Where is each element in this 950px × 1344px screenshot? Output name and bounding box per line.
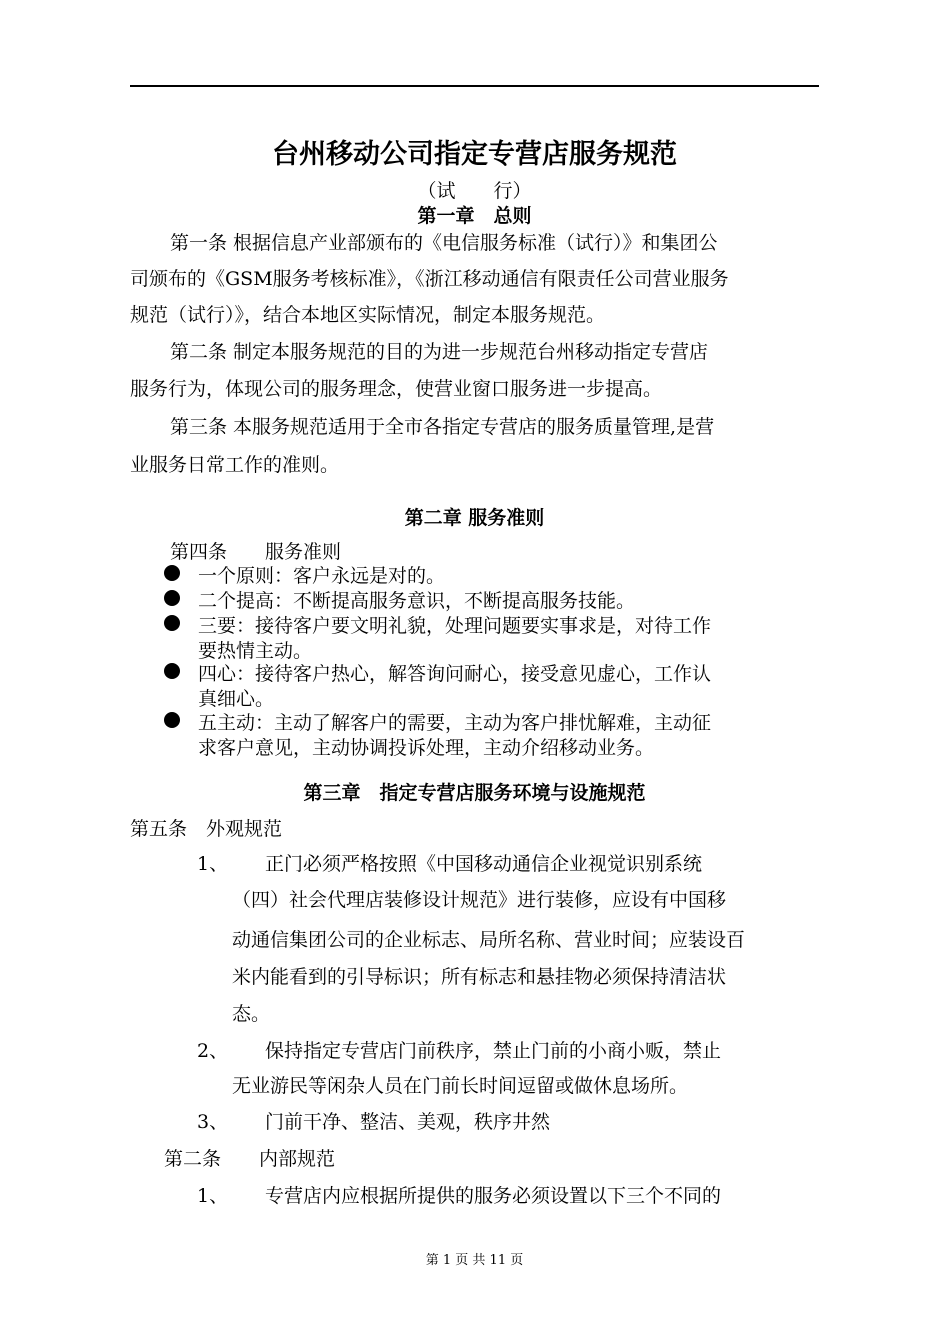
bullet-icon	[164, 663, 180, 679]
header-rule	[130, 85, 819, 87]
item-number: 1、	[197, 1185, 229, 1207]
item-number: 3、	[197, 1111, 229, 1133]
item-line: 态。	[232, 1003, 271, 1025]
article-6-heading: 第二条 内部规范	[164, 1148, 336, 1170]
chapter-3-heading: 第三章 指定专营店服务环境与设施规范	[303, 782, 646, 804]
page-footer: 第 1 页 共 11 页	[425, 1253, 524, 1268]
item-line: 正门必须严格按照《中国移动通信企业视觉识别系统	[265, 853, 703, 875]
bullet-icon	[164, 565, 180, 581]
item-line: 动通信集团公司的企业标志、局所名称、营业时间；应装设百	[232, 929, 746, 951]
item-line: 无业游民等闲杂人员在门前长时间逗留或做休息场所。	[232, 1075, 689, 1097]
article-1-line: 司颁布的《GSM服务考核标准》，《浙江移动通信有限责任公司营业服务	[130, 268, 729, 290]
doc-subtitle: （试 行）	[417, 180, 532, 202]
article-1-line: 规范（试行）》，结合本地区实际情况，制定本服务规范。	[130, 304, 606, 326]
doc-title: 台州移动公司指定专营店服务规范	[272, 139, 677, 170]
bullet-item: 三要：接待客户要文明礼貌，处理问题要实事求是，对待工作	[198, 615, 712, 637]
article-2-line: 第二条 制定本服务规范的目的为进一步规范台州移动指定专营店	[170, 341, 709, 363]
bullet-icon	[164, 590, 180, 606]
article-1-line: 第一条 根据信息产业部颁布的《电信服务标准（试行）》和集团公	[170, 232, 718, 254]
item-line: 米内能看到的引导标识；所有标志和悬挂物必须保持清洁状	[232, 966, 727, 988]
bullet-item-cont: 要热情主动。	[198, 640, 313, 662]
bullet-item-cont: 求客户意见，主动协调投诉处理，主动介绍移动业务。	[198, 737, 655, 759]
bullet-icon	[164, 615, 180, 631]
item-line: 门前干净、整洁、美观，秩序井然	[265, 1111, 551, 1133]
bullet-item-cont: 真细心。	[198, 688, 275, 710]
bullet-item: 二个提高：不断提高服务意识，不断提高服务技能。	[198, 590, 636, 612]
item-line: （四）社会代理店装修设计规范》进行装修，应设有中国移	[232, 889, 727, 911]
bullet-icon	[164, 712, 180, 728]
bullet-item: 四心：接待客户热心，解答询问耐心，接受意见虚心，工作认	[198, 663, 712, 685]
article-3-line: 第三条 本服务规范适用于全市各指定专营店的服务质量管理,是营	[170, 416, 715, 438]
article-2-line: 服务行为，体现公司的服务理念，使营业窗口服务进一步提高。	[130, 378, 663, 400]
chapter-2-heading: 第二章 服务准则	[404, 507, 545, 529]
item-line: 专营店内应根据所提供的服务必须设置以下三个不同的	[265, 1185, 722, 1207]
chapter-1-heading: 第一章 总则	[417, 205, 532, 227]
article-3-line: 业服务日常工作的准则。	[130, 454, 340, 476]
article-4-heading: 第四条 服务准则	[170, 541, 342, 563]
item-number: 2、	[197, 1040, 229, 1062]
item-line: 保持指定专营店门前秩序，禁止门前的小商小贩，禁止	[265, 1040, 722, 1062]
article-5-heading: 第五条 外观规范	[130, 818, 283, 840]
item-number: 1、	[197, 853, 229, 875]
bullet-item: 一个原则：客户永远是对的。	[198, 565, 446, 587]
bullet-item: 五主动：主动了解客户的需要，主动为客户排忧解难，主动征	[198, 712, 712, 734]
